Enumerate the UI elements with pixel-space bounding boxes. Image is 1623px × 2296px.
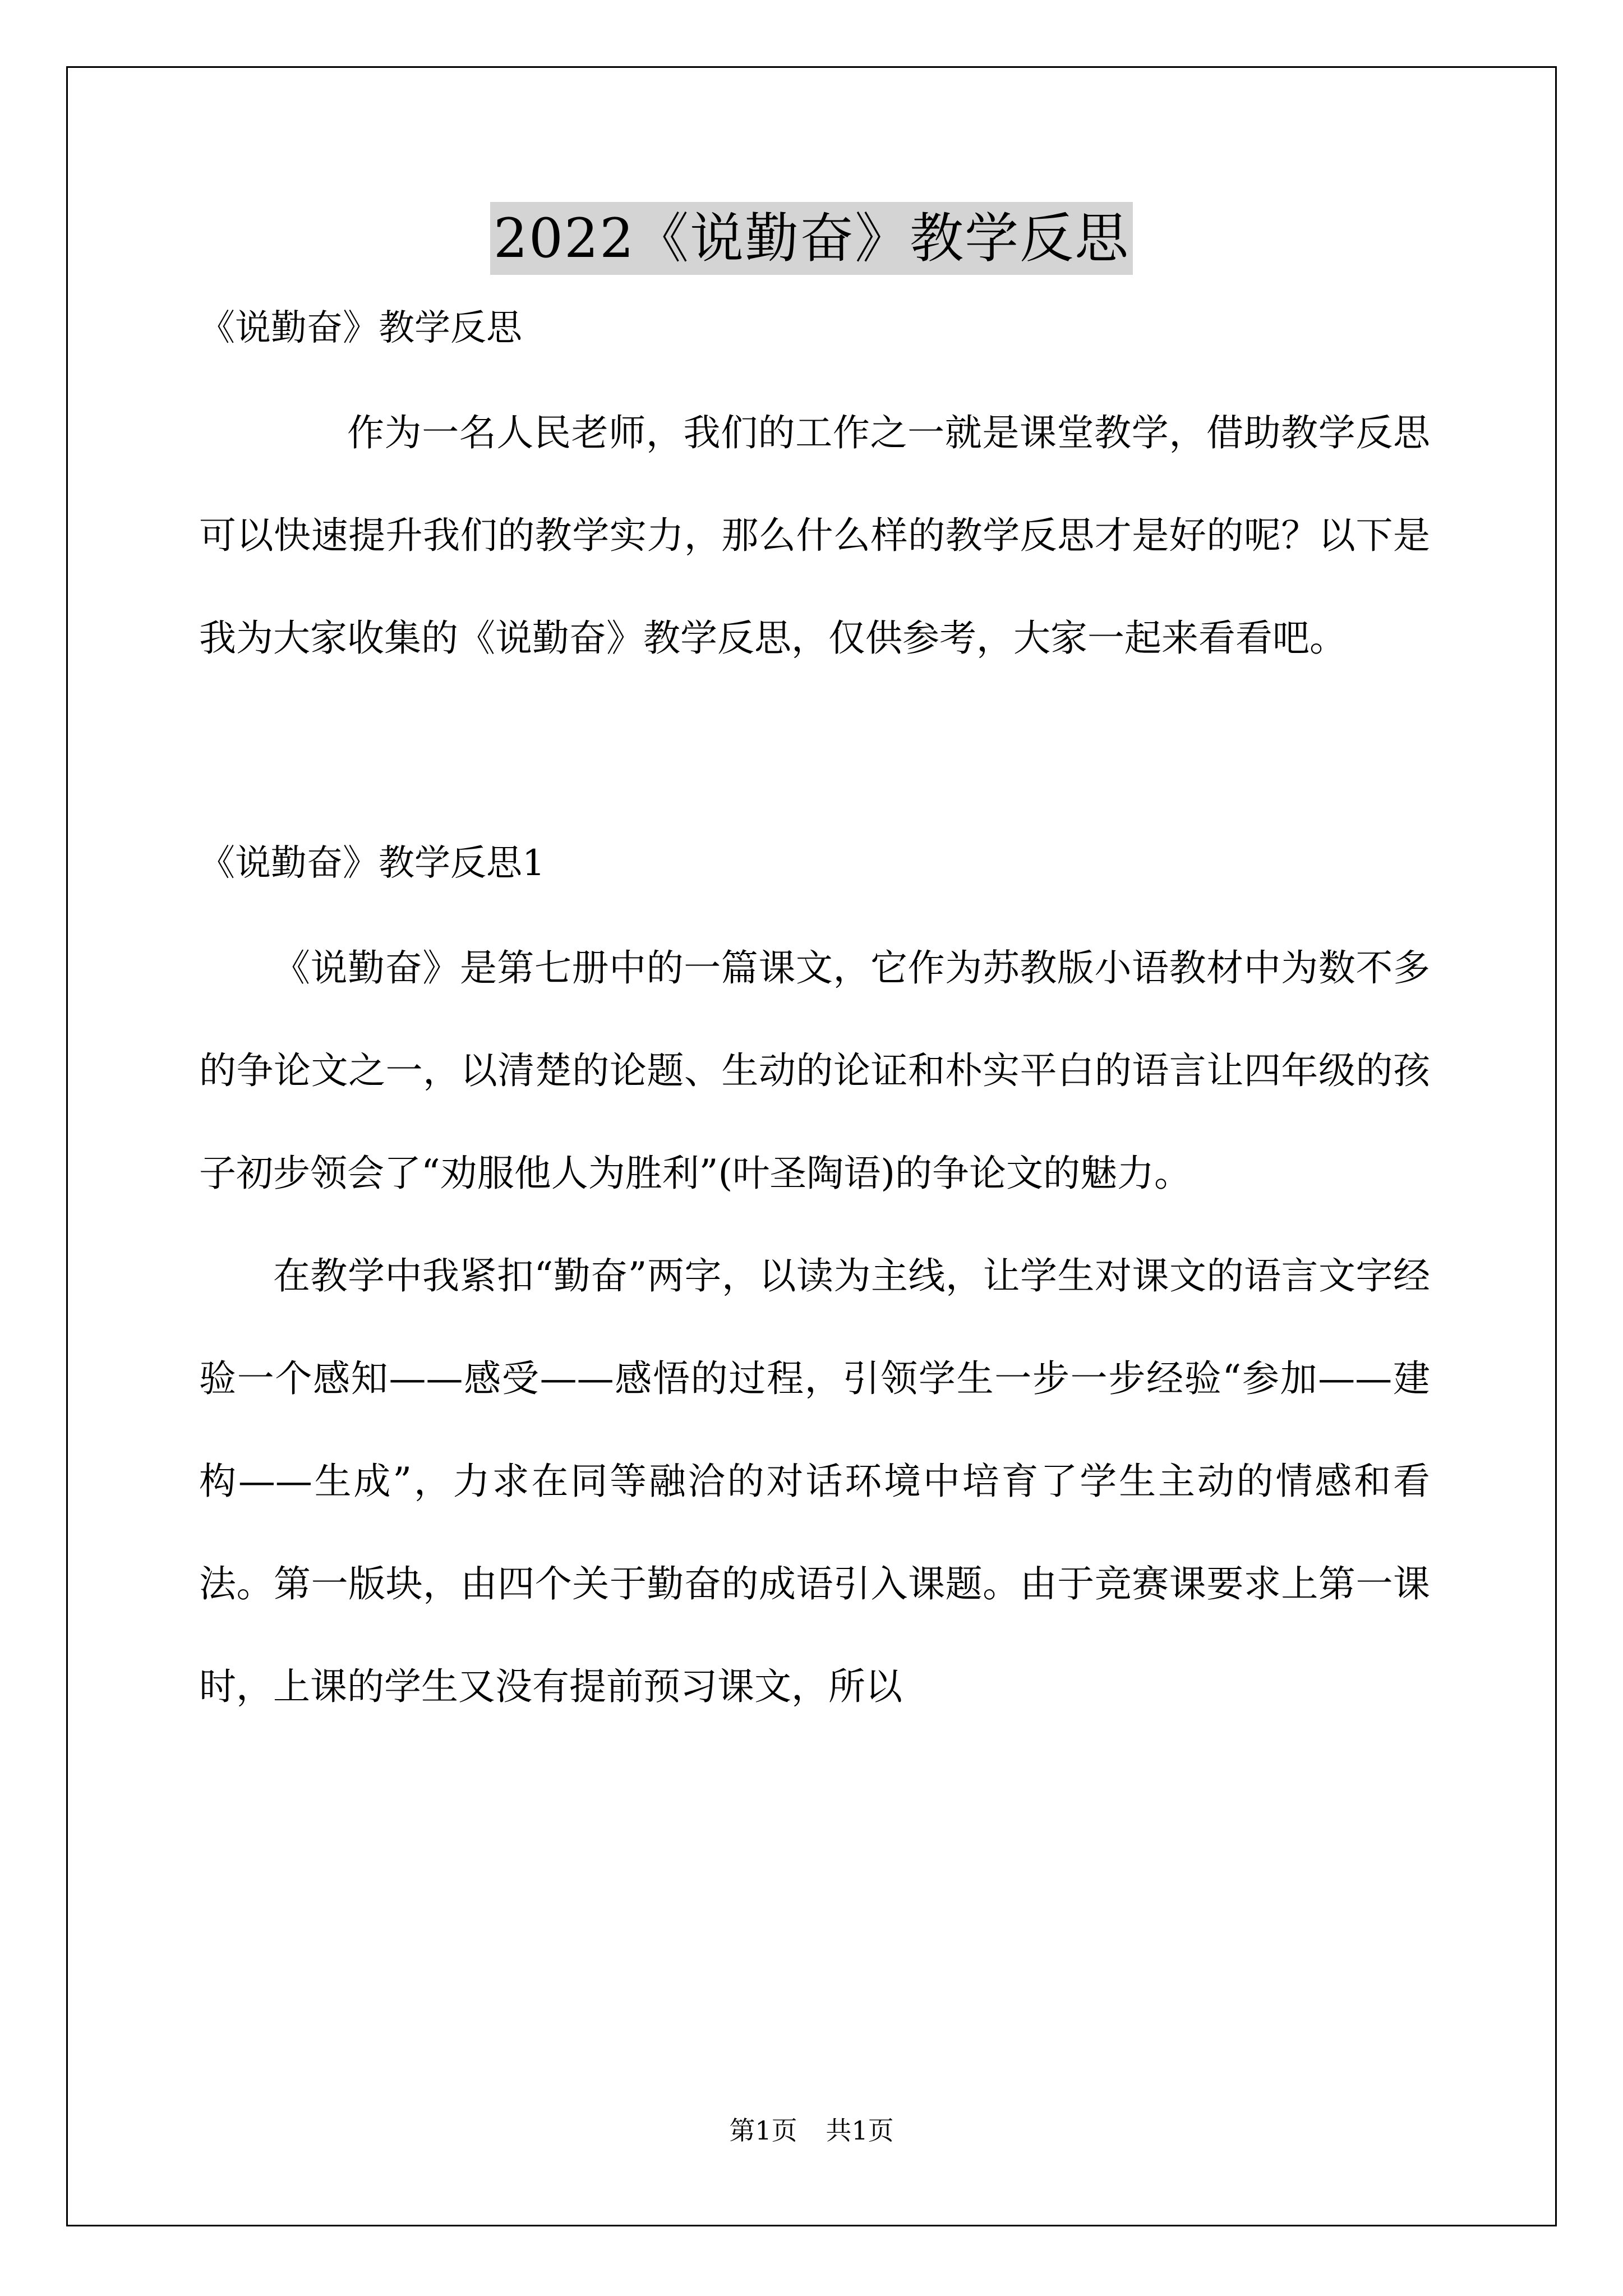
section-heading-1: 《说勤奋》教学反思1 — [199, 843, 545, 884]
section1-paragraph-1: 《说勤奋》是第七册中的一篇课文，它作为苏教版小语教材中为数不多的争论文之一，以清楚的论题、生动的论证和朴实平白的语言让四年级的孩子初步领会了“劝服他人为胜利”(叶圣陶语)的争论文的魅力。 — [199, 946, 1430, 1195]
page-number-total: 共1页 — [826, 2115, 894, 2146]
title-container — [0, 202, 1623, 275]
document-body — [199, 306, 1430, 1738]
main-heading: 《说勤奋》教学反思 — [199, 307, 522, 349]
page-footer — [0, 2114, 1623, 2147]
document-title: 2022《说勤奋》教学反思 — [490, 202, 1133, 275]
section1-paragraph-2: 在教学中我紧扣“勤奋”两字，以读为主线，让学生对课文的语言文字经验一个感知——感受——感悟的过程，引领学生一步一步经验“参加——建构——生成”，力求在同等融洽的对话环境中培育了学生主动的情感和看法。第一版块，由四个关于勤奋的成语引入课题。由于竞赛课要求上第一课时，上课的学生又没有提前预习课文，所以 — [199, 1254, 1430, 1708]
intro-paragraph: 作为一名人民老师，我们的工作之一就是课堂教学，借助教学反思可以快速提升我们的教学实力，那么什么样的教学反思才是好的呢？以下是我为大家收集的《说勤奋》教学反思，仅供参考，大家一起来看看吧。 — [199, 411, 1430, 660]
page-number-current: 第1页 — [729, 2115, 797, 2146]
